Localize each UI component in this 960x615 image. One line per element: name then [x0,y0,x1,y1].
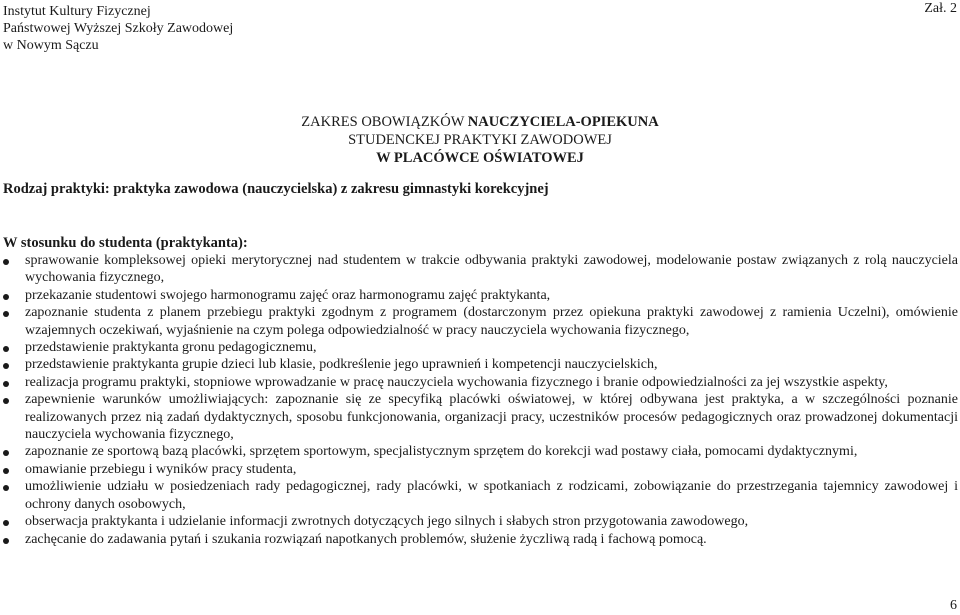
page-number: 6 [950,598,957,613]
list-item [0,339,960,356]
list-item [0,443,960,460]
bullet-icon [3,468,9,474]
institution-name [3,3,233,54]
bullet-icon [3,294,9,300]
bullet-icon [3,538,9,544]
list-item-text: realizacja programu praktyki, stopniowe wprowadzanie w pracę nauczyciela wychowania fizycznego i branie odpowiedzialności za jej wszystkie aspekty, [25,374,888,390]
title-line-1 [0,113,960,131]
list-item [0,531,960,548]
institution-line-3: w Nowym Sączu [3,38,99,53]
list-item [0,391,960,443]
institution-line-1: Instytut Kultury Fizycznej [3,4,151,19]
bullet-icon [3,346,9,352]
list-item [0,513,960,530]
document-title [0,113,960,167]
list-item [0,287,960,304]
bullet-icon [3,398,9,404]
title-line-3: W PLACÓWCE OŚWIATOWEJ [376,150,584,166]
list-item-text: obserwacja praktykanta i udzielanie informacji zwrotnych dotyczących jego silnych i słabych stron przygotowania zawodowego, [25,514,749,530]
attachment-label: Zał. 2 [924,1,957,16]
list-item-text: zapewnienie warunków umożliwiających: zapoznanie się ze specyfiką placówki oświatowej, w której odbywana jest praktyka, a w szczególności poznanie realizowanych przez nią zadań dydaktycznych, sposobu funkcjonowania, organizacji pracy, uczestników procesów pedagogicznych oraz prowadzonej dokumentacji nauczyciela wychowania fizycznego, [25,392,958,443]
section-heading: W stosunku do studenta (praktykanta): [3,235,248,251]
bullet-icon [3,259,9,265]
list-item [0,252,960,287]
institution-line-2: Państwowej Wyższej Szkoły Zawodowej [3,21,234,36]
bullet-icon [3,485,9,491]
bullet-icon [3,311,9,317]
title-line-2: STUDENCKEJ PRAKTYKI ZAWODOWEJ [348,132,612,148]
duties-list [0,252,960,548]
title-line-1-bold: NAUCZYCIELA-OPIEKUNA [467,114,659,130]
title-line-1-plain: ZAKRES OBOWIĄZKÓW [301,114,468,130]
list-item-text: przekazanie studentowi swojego harmonogramu zajęć oraz harmonogramu zajęć praktykanta, [25,287,551,303]
list-item-text: umożliwienie udziału w posiedzeniach rady pedagogicznej, rady placówki, w spotkaniach z rodzicami, zobowiązanie do przestrzegania tajemnicy zawodowej i ochrony danych osobowych, [25,479,958,512]
list-item [0,478,960,513]
list-item [0,374,960,391]
list-item-text: omawianie przebiegu i wyników pracy studenta, [25,461,297,477]
bullet-icon [3,363,9,369]
list-item [0,461,960,478]
list-item-text: przedstawienie praktykanta gronu pedagogicznemu, [25,340,317,356]
list-item-text: zapoznanie studenta z planem przebiegu praktyki zgodnym z programem (dostarczonym przez opiekuna praktyki zawodowej z ramienia Uczelni), omówienie wzajemnych oczekiwań, wyjaśnienie na czym polega odpowiedzialność w pracy nauczyciela wychowania fizycznego, [25,305,958,338]
bullet-icon [3,520,9,526]
list-item-text: przedstawienie praktykanta grupie dzieci lub klasie, podkreślenie jego uprawnień i kompetencji nauczycielskich, [25,357,658,373]
list-item [0,356,960,373]
bullet-icon [3,450,9,456]
list-item-text: zachęcanie do zadawania pytań i szukania rozwiązań napotkanych problemów, służenie życzliwą radą i fachową pomocą. [25,531,707,547]
list-item-text: zapoznanie ze sportową bazą placówki, sprzętem sportowym, specjalistycznym sprzętem do korekcji wad postawy ciała, pomocami dydaktycznymi, [25,444,858,460]
bullet-icon [3,381,9,387]
list-item-text: sprawowanie kompleksowej opieki merytorycznej nad studentem w trakcie odbywania praktyki zawodowej, modelowanie postaw związanych z rolą nauczyciela wychowania fizycznego, [25,253,958,286]
practice-type: Rodzaj praktyki: praktyka zawodowa (nauczycielska) z zakresu gimnastyki korekcyjnej [3,181,549,197]
list-item [0,304,960,339]
